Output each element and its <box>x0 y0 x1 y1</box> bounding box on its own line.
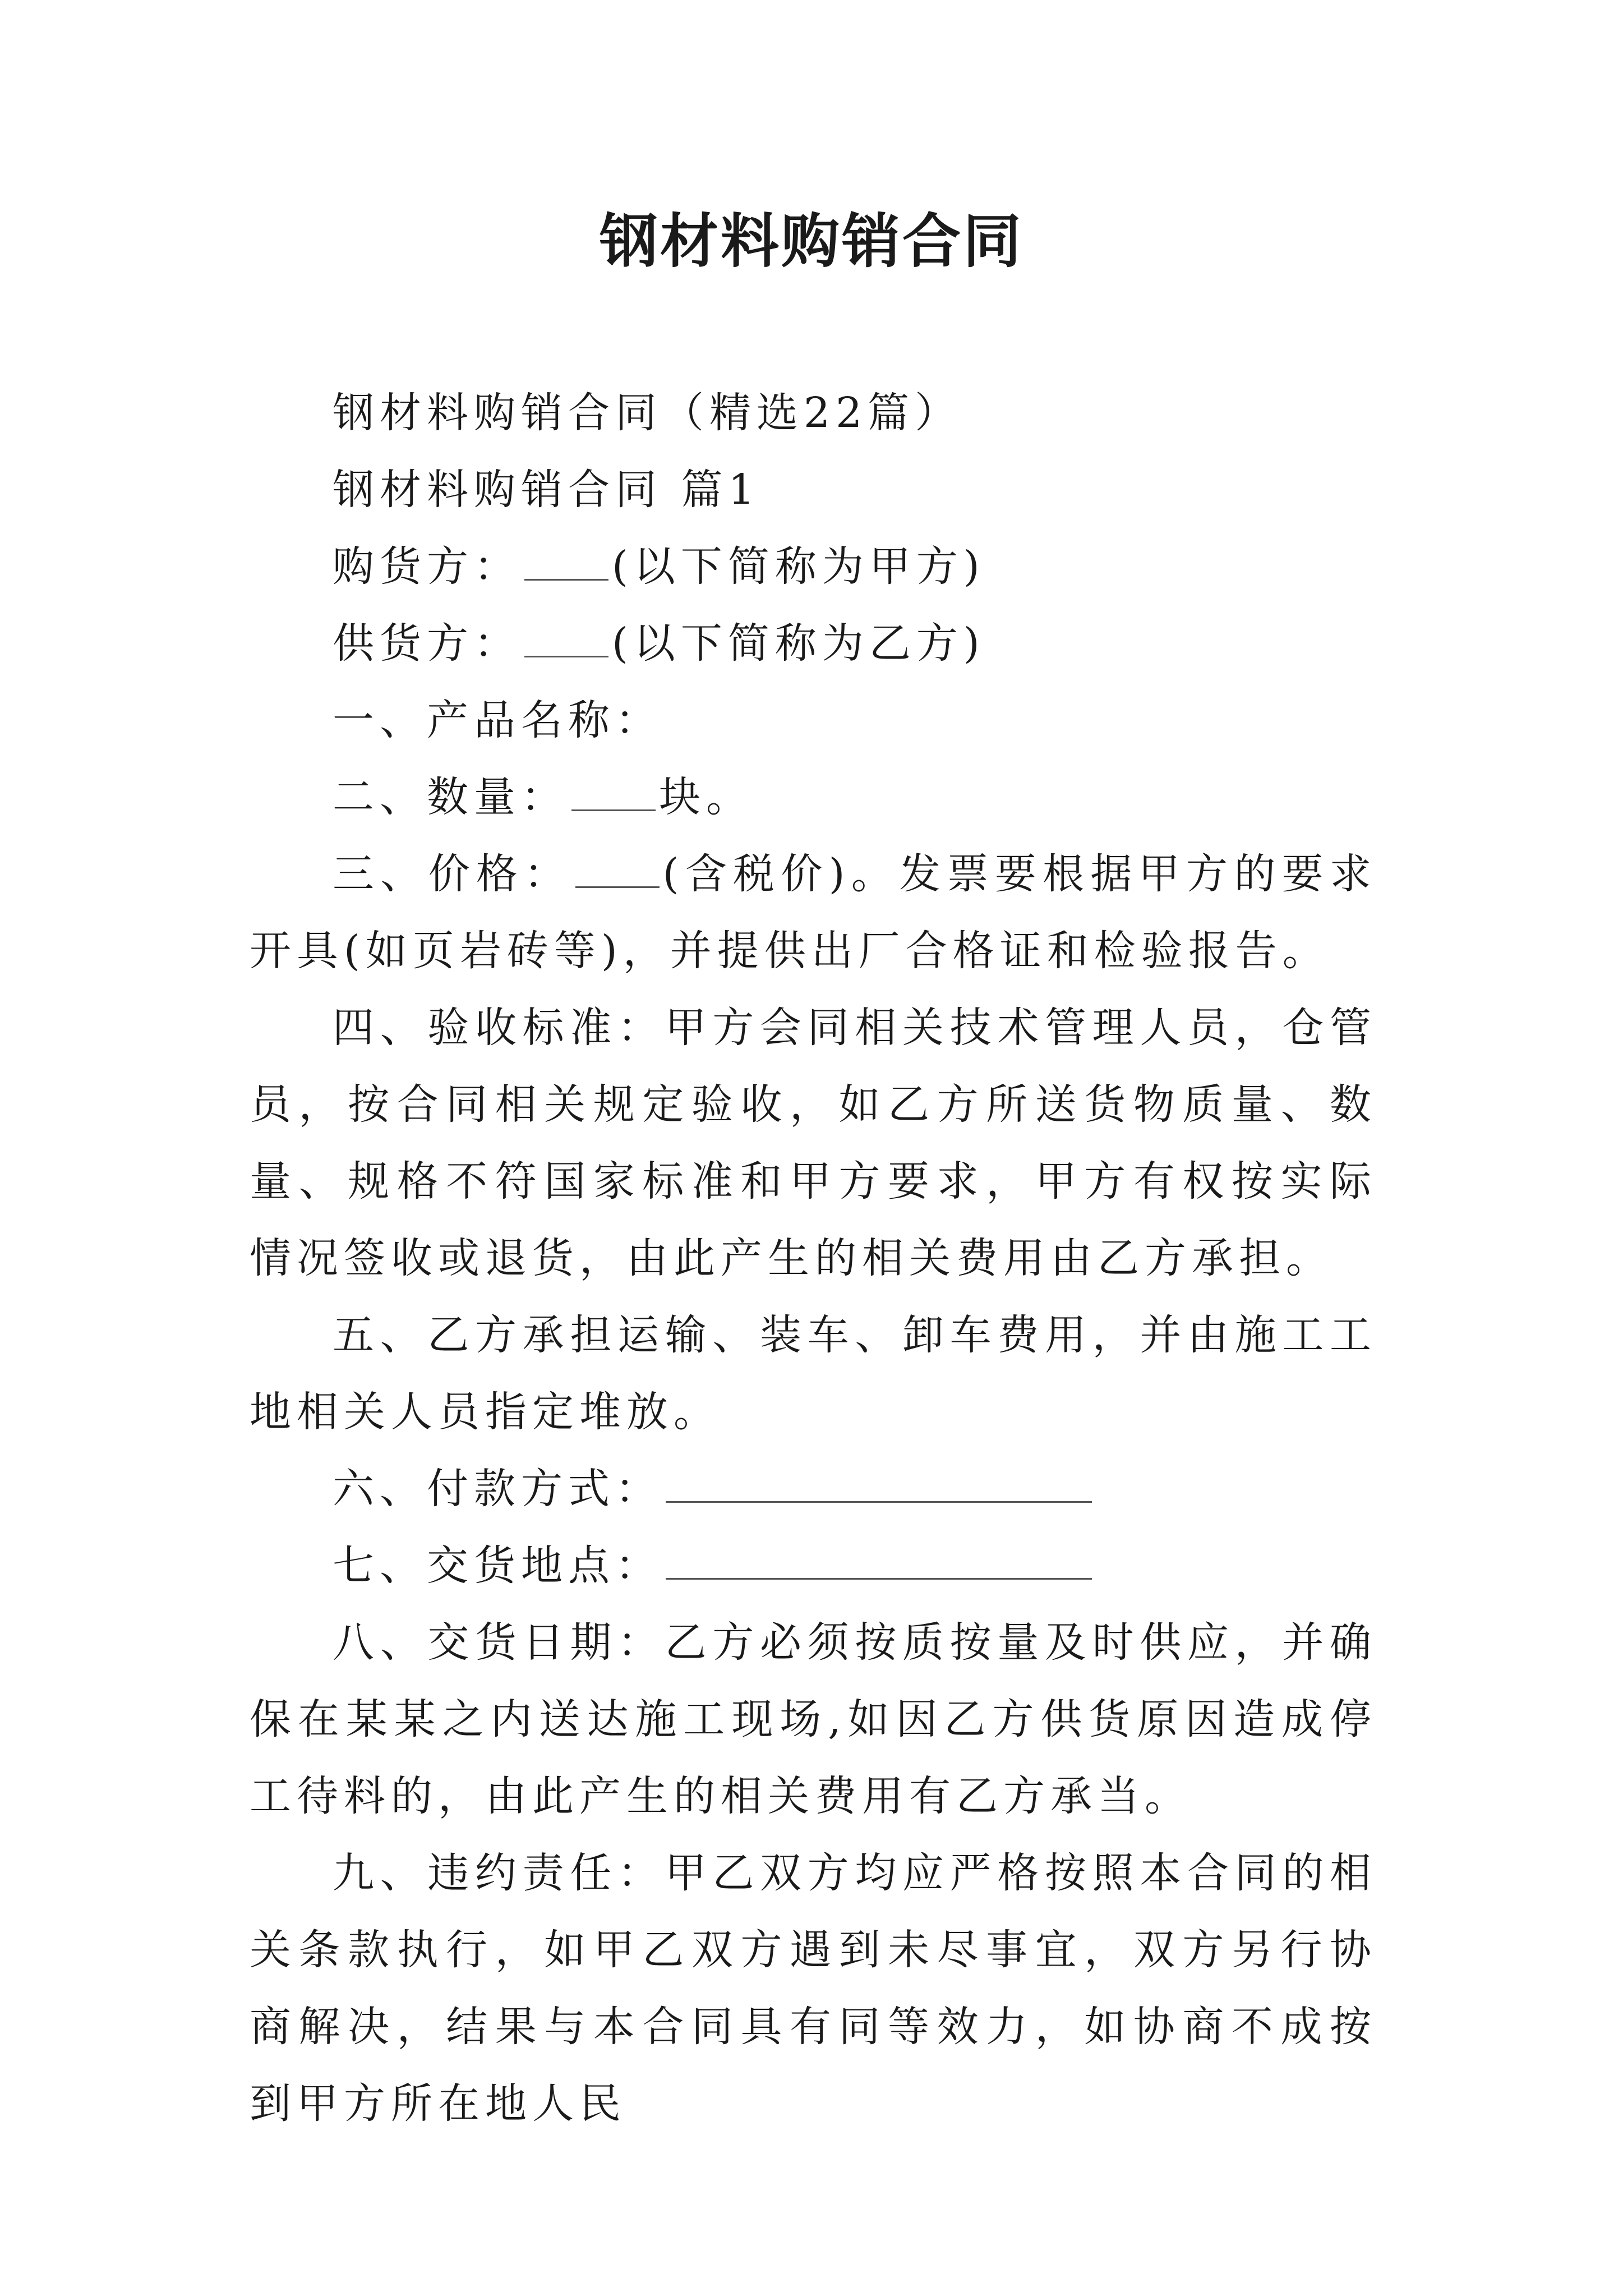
quantity-label: 二、数量： <box>333 773 568 821</box>
document-title: 钢材料购销合同 <box>599 207 1023 275</box>
item-delivery-place <box>250 1527 1377 1604</box>
price-label: 三、价格： <box>333 850 572 898</box>
quantity-blank <box>571 774 656 811</box>
buyer-blank <box>524 543 608 581</box>
item-transport: 五、乙方承担运输、装车、卸车费用，并由施工工地相关人员指定堆放。 <box>250 1311 1377 1436</box>
item-acceptance: 四、验收标准：甲方会同相关技术管理人员，仓管员，按合同相关规定验收，如乙方所送货物质量、数量、规格不符国家标准和甲方要求，甲方有权按实际情况签收或退货，由此产生的相关费用由乙方承担。 <box>250 1004 1377 1282</box>
supplier-suffix: (以下简称为乙方) <box>612 619 985 668</box>
buyer-suffix: (以下简称为甲方) <box>612 542 985 591</box>
delivery-place-label: 七、交货地点： <box>333 1542 662 1590</box>
price-suffix: (含税价)。发票要根据甲方的要求开具(如页岩砖等)，并提供出厂合格证和检验报告。 <box>250 850 1377 975</box>
item-liability: 九、违约责任：甲乙双方均应严格按照本合同的相关条款执行，如甲乙双方遇到未尽事宜，双方另行协商解决，结果与本合同具有同等效力，如协商不成按到甲方所在地人民 <box>250 1849 1377 2128</box>
buyer-label: 购货方： <box>333 542 521 591</box>
buyer-line <box>250 528 1377 605</box>
supplier-blank <box>524 620 608 657</box>
item-price <box>250 836 1377 990</box>
item-delivery-date: 八、交货日期：乙方必须按质按量及时供应，并确保在某某之内送达施工现场,如因乙方供货原因造成停工待料的，由此产生的相关费用有乙方承当。 <box>250 1618 1377 1820</box>
section-heading: 钢材料购销合同 篇1 <box>333 466 760 514</box>
payment-blank <box>666 1465 1092 1503</box>
item-quantity <box>250 759 1377 836</box>
item-payment <box>250 1451 1377 1527</box>
price-blank <box>575 850 660 888</box>
item-product-name: 一、产品名称： <box>333 696 662 744</box>
payment-label: 六、付款方式： <box>333 1465 662 1513</box>
supplier-label: 供货方： <box>333 619 521 668</box>
subtitle-line: 钢材料购销合同（精选22篇） <box>333 389 962 437</box>
quantity-suffix: 块。 <box>659 773 753 821</box>
supplier-line <box>250 605 1377 682</box>
document-body <box>250 375 1377 2142</box>
delivery-place-blank <box>666 1542 1092 1580</box>
